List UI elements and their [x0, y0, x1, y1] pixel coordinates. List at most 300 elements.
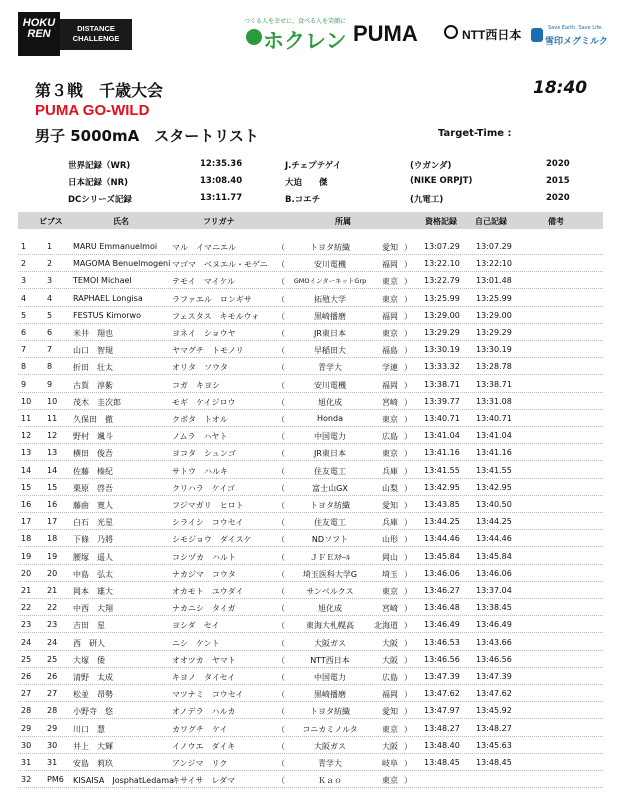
- athlete-team: 大阪ガス: [314, 741, 346, 751]
- open-paren: （: [277, 363, 285, 373]
- athlete-prefecture: 埼玉: [382, 569, 398, 579]
- row-number: 27: [21, 689, 32, 699]
- athlete-furigana: オリタ ソウタ: [172, 363, 228, 373]
- athlete-name: 下條 乃將: [73, 535, 113, 545]
- yukijirushi-tagline: Save Earth, Save Life.: [548, 25, 603, 31]
- record-label: 日本記録（NR): [68, 178, 129, 188]
- table-row: [0, 634, 625, 651]
- row-number: 11: [21, 414, 32, 423]
- qualifying-time: 13:46.27: [424, 586, 460, 595]
- qualifying-time: 13:29.29: [424, 328, 460, 337]
- table-row: [0, 513, 625, 530]
- athlete-prefecture: 大阪: [382, 638, 398, 648]
- close-paren: ）: [404, 776, 412, 786]
- qualifying-time: 13:46.06: [424, 568, 460, 578]
- ntt-logo: NTT西日本: [462, 28, 522, 42]
- row-bib: 9: [47, 379, 53, 389]
- personal-best: 13:48.45: [476, 758, 512, 767]
- table-row: [0, 462, 625, 479]
- qualifying-time: 13:42.95: [424, 482, 460, 492]
- athlete-name: 山口 智規: [73, 346, 113, 356]
- athlete-team: コニカミノルタ: [302, 724, 358, 734]
- athlete-prefecture: 広島: [382, 432, 398, 442]
- personal-best: 13:01.48: [476, 276, 512, 286]
- row-bib: 21: [47, 586, 58, 595]
- row-bib: 31: [47, 758, 58, 767]
- athlete-prefecture: 福島: [382, 346, 398, 356]
- athlete-prefecture: 東京: [382, 449, 398, 459]
- table-row: [0, 702, 625, 719]
- row-number: 13: [21, 448, 32, 458]
- personal-best: 13:41.55: [476, 465, 512, 475]
- athlete-team: 拓殖大学: [314, 294, 346, 304]
- athlete-prefecture: 大阪: [382, 741, 398, 751]
- athlete-team: ＪＦＥｽﾁｰﾙ: [310, 552, 350, 562]
- athlete-prefecture: 福岡: [382, 690, 398, 700]
- athlete-name: MARU Emmanuelmoi: [73, 242, 158, 251]
- close-paren: ）: [404, 621, 412, 631]
- open-paren: （: [277, 432, 285, 442]
- athlete-team: GMOインターネットGrp: [293, 277, 367, 286]
- athlete-name: 佐藤 榛紀: [73, 466, 113, 476]
- athlete-name: 腰塚 遥人: [73, 552, 113, 562]
- row-number: 1: [21, 242, 27, 251]
- sponsor-title: PUMA GO-WILD: [35, 102, 150, 119]
- row-bib: 15: [47, 482, 58, 492]
- athlete-team: トヨタ紡織: [310, 501, 350, 510]
- qualifying-time: 13:46.53: [424, 637, 460, 647]
- open-paren: （: [277, 741, 285, 751]
- qualifying-time: 13:40.71: [424, 414, 460, 423]
- qualifying-time: 13:46.49: [424, 620, 460, 630]
- record-label: 世界記録（WR): [68, 161, 131, 171]
- table-row: [0, 651, 625, 668]
- athlete-prefecture: 兵庫: [382, 518, 398, 528]
- close-paren: ）: [404, 260, 412, 270]
- table-row: [0, 272, 625, 289]
- row-bib: PM6: [47, 775, 64, 785]
- row-number: 22: [21, 603, 32, 613]
- row-bib: 12: [47, 431, 58, 441]
- table-row: [0, 410, 625, 427]
- personal-best: 13:41.04: [476, 431, 512, 441]
- athlete-furigana: キサイサ レダマ: [172, 776, 236, 786]
- close-paren: ）: [404, 346, 412, 356]
- qualifying-time: 13:41.16: [424, 448, 460, 458]
- open-paren: （: [277, 260, 285, 270]
- row-bib: 26: [47, 672, 58, 681]
- col-furigana: フリガナ: [203, 217, 235, 226]
- athlete-furigana: シライシ コウセイ: [172, 518, 244, 528]
- personal-best: 13:47.62: [476, 689, 512, 699]
- athlete-team: 住友電工: [314, 466, 346, 476]
- athlete-prefecture: 東京: [382, 724, 398, 734]
- row-bib: 23: [47, 620, 58, 630]
- row-number: 18: [21, 534, 32, 544]
- athlete-name: FESTUS Kimorwo: [73, 310, 141, 320]
- athlete-name: 野村 颯斗: [73, 432, 113, 442]
- row-bib: 6: [47, 328, 53, 337]
- close-paren: ）: [404, 397, 412, 407]
- close-paren: ）: [404, 587, 412, 596]
- athlete-furigana: フェスタス キモルウォ: [172, 311, 260, 321]
- target-time-label: Target-Time :: [438, 128, 512, 139]
- row-number: 9: [21, 379, 27, 389]
- athlete-furigana: カワグチ ケイ: [172, 724, 228, 734]
- qualifying-time: 13:48.40: [424, 740, 460, 750]
- athlete-team: 早稲田大: [314, 346, 346, 356]
- row-bib: 14: [47, 465, 58, 475]
- close-paren: ）: [404, 363, 412, 373]
- record-time: 13:08.40: [200, 176, 243, 186]
- athlete-prefecture: 山形: [382, 535, 398, 545]
- athlete-prefecture: 福岡: [382, 260, 398, 270]
- qualifying-time: 13:48.45: [424, 758, 460, 767]
- athlete-furigana: マル イマニエル: [172, 243, 236, 252]
- personal-best: 13:46.06: [476, 568, 512, 578]
- row-bib: 22: [47, 603, 58, 613]
- table-row: [0, 685, 625, 702]
- row-number: 4: [21, 293, 27, 303]
- athlete-prefecture: 岡山: [382, 552, 398, 562]
- personal-best: 13:48.27: [476, 723, 512, 733]
- row-divider: [18, 787, 603, 788]
- athlete-name: 松並 昂勢: [73, 690, 113, 700]
- table-row: [0, 599, 625, 616]
- athlete-furigana: ヨシダ セイ: [172, 621, 220, 631]
- athlete-prefecture: 愛知: [382, 243, 398, 252]
- row-bib: 11: [47, 414, 58, 423]
- personal-best: 13:31.08: [476, 396, 512, 406]
- personal-best: 13:38.45: [476, 603, 512, 613]
- hokuren-tagline: つくる人を幸せに、食べる人を笑顔に: [244, 18, 347, 25]
- row-number: 12: [21, 431, 32, 441]
- personal-best: 13:40.71: [476, 414, 512, 423]
- personal-best: 13:40.50: [476, 500, 512, 509]
- open-paren: （: [277, 587, 285, 596]
- athlete-name: 古賀 淳紫: [73, 380, 113, 390]
- open-paren: （: [277, 449, 285, 459]
- athlete-name: 大塚 倭: [73, 655, 105, 665]
- personal-best: 13:44.46: [476, 534, 512, 544]
- open-paren: （: [277, 707, 285, 717]
- row-number: 16: [21, 500, 32, 509]
- athlete-name: TEMOI Michael: [73, 276, 132, 286]
- athlete-name: RAPHAEL Longisa: [73, 293, 143, 303]
- athlete-furigana: オノデラ ハルカ: [172, 707, 236, 717]
- qualifying-time: 13:43.85: [424, 500, 460, 509]
- record-team: (NIKE ORPJT): [410, 176, 473, 186]
- col-bib: ビブス: [39, 217, 63, 226]
- athlete-prefecture: 愛知: [382, 501, 398, 510]
- close-paren: ）: [404, 243, 412, 252]
- record-team: (九電工): [410, 195, 444, 205]
- table-row: [0, 496, 625, 513]
- athlete-team: 住友電工: [314, 518, 346, 528]
- athlete-prefecture: 東京: [382, 587, 398, 596]
- close-paren: ）: [404, 501, 412, 510]
- table-row: [0, 444, 625, 461]
- personal-best: 13:29.29: [476, 328, 512, 337]
- open-paren: （: [277, 415, 285, 424]
- athlete-name: 横田 俊吾: [73, 449, 113, 459]
- athlete-name: 久保田 徹: [73, 415, 113, 424]
- row-number: 26: [21, 672, 32, 681]
- athlete-furigana: キヨノ タイセイ: [172, 673, 236, 682]
- row-bib: 8: [47, 362, 53, 372]
- row-number: 19: [21, 551, 32, 561]
- athlete-name: 中西 大翔: [73, 604, 113, 614]
- open-paren: （: [277, 673, 285, 682]
- personal-best: 13:41.16: [476, 448, 512, 458]
- record-time: 12:35.36: [200, 159, 243, 169]
- athlete-prefecture: 東京: [382, 329, 398, 338]
- athlete-furigana: モギ ケイジロウ: [172, 397, 236, 407]
- row-number: 10: [21, 396, 32, 406]
- row-bib: 2: [47, 259, 53, 269]
- personal-best: 13:29.00: [476, 310, 512, 320]
- qualifying-time: 13:44.25: [424, 517, 460, 527]
- athlete-prefecture: 福岡: [382, 311, 398, 321]
- row-number: 30: [21, 740, 32, 750]
- open-paren: （: [277, 535, 285, 545]
- open-paren: （: [277, 552, 285, 562]
- qualifying-time: 13:46.48: [424, 603, 460, 613]
- close-paren: ）: [404, 535, 412, 545]
- record-row: [0, 176, 625, 191]
- row-bib: 13: [47, 448, 58, 458]
- row-number: 28: [21, 706, 32, 716]
- personal-best: 13:25.99: [476, 293, 512, 303]
- athlete-team: NTT西日本: [310, 655, 350, 665]
- qualifying-time: 13:47.97: [424, 706, 460, 716]
- qualifying-time: 13:07.29: [424, 242, 460, 251]
- table-row: [0, 376, 625, 393]
- athlete-team: 旭化成: [318, 397, 342, 407]
- qualifying-time: 13:47.62: [424, 689, 460, 699]
- athlete-name: 藤曲 寛人: [73, 501, 113, 510]
- athlete-name: 小野寺 悠: [73, 707, 113, 717]
- athlete-prefecture: 東京: [382, 277, 398, 287]
- athlete-name: 清野 太成: [73, 673, 113, 682]
- athlete-team: 富士山GX: [312, 483, 348, 493]
- athlete-team: トヨタ紡織: [310, 243, 350, 252]
- athlete-prefecture: 広島: [382, 673, 398, 682]
- qualifying-time: 13:33.32: [424, 362, 460, 372]
- yukijirushi-icon: [531, 28, 543, 42]
- athlete-name: 岡本 雄大: [73, 587, 113, 596]
- record-holder: B.コエチ: [285, 195, 321, 205]
- row-bib: 18: [47, 534, 58, 544]
- qualifying-time: 13:41.04: [424, 431, 460, 441]
- qualifying-time: 13:47.39: [424, 672, 460, 681]
- start-time: 18:40: [533, 78, 588, 98]
- close-paren: ）: [404, 311, 412, 321]
- close-paren: ）: [404, 638, 412, 648]
- athlete-prefecture: 北海道: [374, 621, 398, 631]
- table-row: [0, 341, 625, 358]
- close-paren: ）: [404, 329, 412, 338]
- open-paren: （: [277, 380, 285, 390]
- open-paren: （: [277, 604, 285, 614]
- athlete-team: JR東日本: [314, 449, 346, 459]
- meet-title: 第３戦 千歳大会: [35, 81, 164, 100]
- athlete-prefecture: 山梨: [382, 483, 398, 493]
- col-name: 氏名: [113, 217, 129, 226]
- row-bib: 4: [47, 293, 53, 303]
- personal-best: 13:43.66: [476, 637, 512, 647]
- record-row: [0, 193, 625, 208]
- row-number: 2: [21, 259, 27, 269]
- row-number: 5: [21, 310, 27, 320]
- athlete-team: Honda: [317, 414, 343, 423]
- close-paren: ）: [404, 673, 412, 682]
- record-year: 2020: [546, 159, 570, 169]
- athlete-prefecture: 東京: [382, 415, 398, 424]
- athlete-furigana: テモイ マイケル: [172, 277, 236, 287]
- row-bib: 30: [47, 740, 58, 750]
- personal-best: 13:30.19: [476, 345, 512, 355]
- table-row: [0, 668, 625, 685]
- athlete-name: 西 研人: [73, 638, 105, 648]
- athlete-name: 折田 壮太: [73, 363, 113, 373]
- open-paren: （: [277, 329, 285, 338]
- close-paren: ）: [404, 655, 412, 665]
- row-bib: 3: [47, 276, 53, 286]
- personal-best: 13:47.39: [476, 672, 512, 681]
- table-row: [0, 530, 625, 547]
- athlete-furigana: イノウエ ダイキ: [172, 741, 236, 751]
- open-paren: （: [277, 277, 285, 287]
- table-row: [0, 324, 625, 341]
- table-row: [0, 393, 625, 410]
- row-bib: 16: [47, 500, 58, 509]
- record-time: 13:11.77: [200, 193, 243, 203]
- athlete-furigana: ヨコタ シュンゴ: [172, 449, 236, 459]
- col-personal-best: 自己記録: [475, 217, 507, 226]
- athlete-team: 大阪ガス: [314, 638, 346, 648]
- col-qualifying: 資格記録: [425, 217, 457, 226]
- row-bib: 7: [47, 345, 53, 355]
- qualifying-time: 13:25.99: [424, 293, 460, 303]
- table-row: [0, 358, 625, 375]
- table-row: [0, 255, 625, 272]
- personal-best: 13:46.49: [476, 620, 512, 630]
- row-number: 21: [21, 586, 32, 595]
- close-paren: ）: [404, 483, 412, 493]
- athlete-furigana: ヤマグチ トモノリ: [172, 346, 244, 356]
- athlete-name: 安島 莉玖: [73, 759, 113, 768]
- athlete-name: 茂木 圭次郎: [73, 397, 121, 407]
- personal-best: 13:28.78: [476, 362, 512, 372]
- athlete-prefecture: 福岡: [382, 380, 398, 390]
- record-label: DCシリーズ記録: [68, 195, 132, 205]
- row-bib: 19: [47, 551, 58, 561]
- close-paren: ）: [404, 432, 412, 442]
- open-paren: （: [277, 243, 285, 252]
- athlete-team: Ｋａｏ: [318, 776, 342, 786]
- personal-best: 13:45.63: [476, 740, 512, 750]
- personal-best: 13:46.56: [476, 654, 512, 664]
- athlete-team: サンベルクス: [306, 587, 354, 596]
- athlete-furigana: マゴマ ベヌエル・モゲニ: [172, 260, 268, 270]
- row-number: 20: [21, 568, 32, 578]
- close-paren: ）: [404, 604, 412, 614]
- athlete-prefecture: 大阪: [382, 655, 398, 665]
- athlete-furigana: コシヅカ ハルト: [172, 552, 236, 562]
- qualifying-time: 13:45.84: [424, 551, 460, 561]
- personal-best: 13:22:10: [476, 259, 512, 269]
- athlete-team: 東海大札幌高: [306, 621, 354, 631]
- athlete-prefecture: 宮崎: [382, 397, 398, 407]
- athlete-team: 旭化成: [318, 604, 342, 614]
- row-number: 25: [21, 654, 32, 664]
- open-paren: （: [277, 621, 285, 631]
- qualifying-time: 13:30.19: [424, 345, 460, 355]
- close-paren: ）: [404, 690, 412, 700]
- row-number: 17: [21, 517, 32, 527]
- athlete-prefecture: 岐阜: [382, 759, 398, 768]
- athlete-prefecture: 東京: [382, 294, 398, 304]
- personal-best: 13:45.92: [476, 706, 512, 716]
- athlete-furigana: オカモト ユウダイ: [172, 587, 244, 596]
- table-row: [0, 616, 625, 633]
- personal-best: 13:44.25: [476, 517, 512, 527]
- row-number: 31: [21, 758, 32, 767]
- row-bib: 29: [47, 723, 58, 733]
- athlete-team: 中国電力: [314, 673, 346, 682]
- qualifying-time: 13:39.77: [424, 396, 460, 406]
- close-paren: ）: [404, 380, 412, 390]
- row-number: 24: [21, 637, 32, 647]
- record-row: [0, 159, 625, 174]
- close-paren: ）: [404, 552, 412, 562]
- row-number: 23: [21, 620, 32, 630]
- record-team: (ウガンダ): [410, 161, 452, 171]
- row-number: 6: [21, 328, 27, 337]
- qualifying-time: 13:29.00: [424, 310, 460, 320]
- table-row: [0, 771, 625, 788]
- athlete-furigana: クボタ トオル: [172, 415, 228, 424]
- athlete-team: 中国電力: [314, 432, 346, 442]
- open-paren: （: [277, 776, 285, 786]
- athlete-furigana: ナカジマ コウタ: [172, 569, 236, 579]
- record-year: 2020: [546, 193, 570, 203]
- athlete-name: 川口 慧: [73, 724, 105, 734]
- record-holder: J.チェプテゲイ: [285, 161, 342, 171]
- close-paren: ）: [404, 518, 412, 528]
- athlete-name: MAGOMA Benuelmogeni: [73, 259, 171, 269]
- event-title: 男子 5000mA スタートリスト: [35, 127, 259, 145]
- open-paren: （: [277, 397, 285, 407]
- row-number: 15: [21, 482, 32, 492]
- athlete-team: 黒崎播磨: [314, 690, 346, 700]
- table-row: [0, 290, 625, 307]
- row-bib: 24: [47, 637, 58, 647]
- athlete-team: 安川電機: [314, 260, 346, 270]
- row-bib: 5: [47, 310, 53, 320]
- athlete-prefecture: 東京: [382, 776, 398, 786]
- qualifying-time: 13:48.27: [424, 723, 460, 733]
- open-paren: （: [277, 518, 285, 528]
- athlete-team: トヨタ紡織: [310, 707, 350, 717]
- open-paren: （: [277, 690, 285, 700]
- row-number: 32: [21, 775, 32, 785]
- open-paren: （: [277, 466, 285, 476]
- record-holder: 大迫 傑: [285, 178, 328, 188]
- row-bib: 25: [47, 654, 58, 664]
- athlete-furigana: ヨネイ ショウヤ: [172, 329, 236, 338]
